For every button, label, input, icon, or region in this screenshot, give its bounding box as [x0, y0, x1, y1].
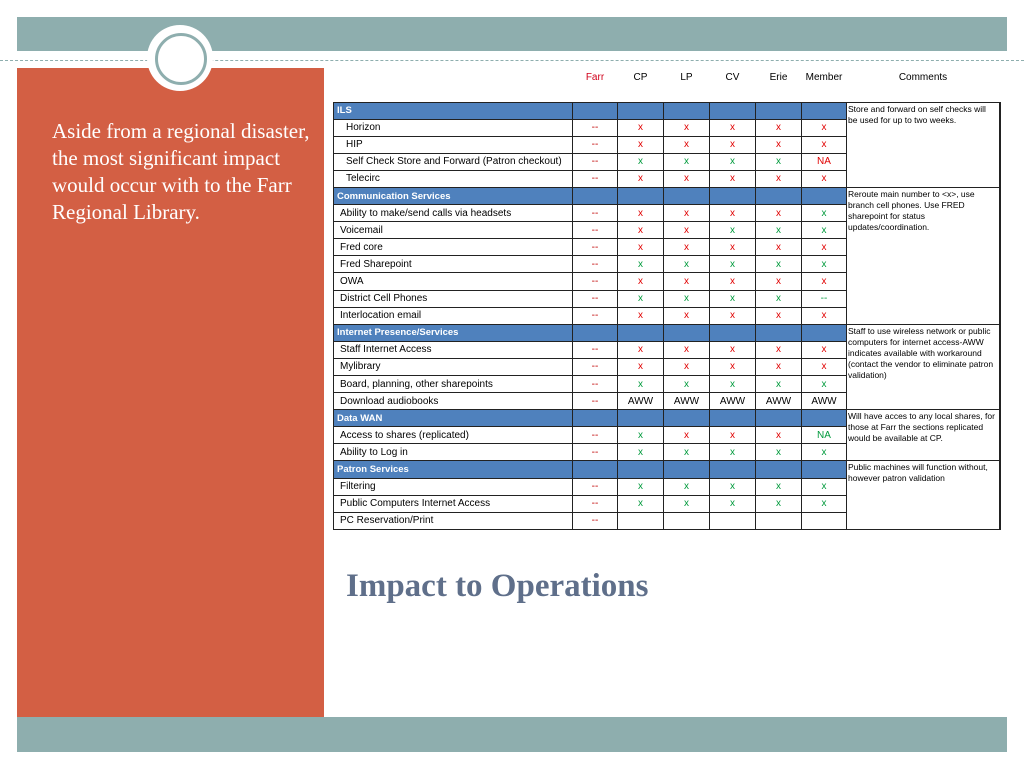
status-cell: x — [756, 222, 802, 239]
status-cell: x — [756, 256, 802, 273]
status-cell: -- — [573, 239, 618, 256]
status-cell: x — [802, 495, 847, 512]
status-cell: x — [664, 478, 710, 495]
status-cell: -- — [802, 290, 847, 307]
status-cell: -- — [573, 273, 618, 290]
row-label: Interlocation email — [334, 307, 573, 324]
status-cell: x — [710, 119, 756, 136]
status-cell: -- — [573, 205, 618, 222]
status-cell: x — [664, 358, 710, 375]
status-cell: x — [756, 478, 802, 495]
status-cell: x — [802, 444, 847, 461]
row-label: Public Computers Internet Access — [334, 495, 573, 512]
status-cell: x — [618, 358, 664, 375]
status-cell: x — [710, 170, 756, 187]
status-cell: x — [756, 427, 802, 444]
status-cell — [664, 512, 710, 529]
section-comment: Public machines will function without, however patron validation — [847, 461, 1000, 529]
section-comment: Will have acces to any local shares, for those at Farr the sections replicated would be available at CP. — [847, 410, 1000, 461]
status-cell: x — [664, 307, 710, 324]
status-cell: AWW — [802, 393, 847, 410]
status-cell: x — [618, 273, 664, 290]
status-cell: x — [756, 444, 802, 461]
section-header-cell — [756, 461, 802, 478]
status-cell: x — [802, 170, 847, 187]
section-header-cell — [618, 461, 664, 478]
section-header-cell — [710, 187, 756, 204]
status-cell: x — [618, 170, 664, 187]
row-label: HIP — [334, 136, 573, 153]
status-cell: x — [802, 273, 847, 290]
status-cell: x — [756, 495, 802, 512]
status-cell: -- — [573, 427, 618, 444]
status-cell — [710, 512, 756, 529]
row-label: Staff Internet Access — [334, 341, 573, 358]
status-cell: x — [802, 239, 847, 256]
side-text: Aside from a regional disaster, the most significant impact would occur with to the Farr Regional Library. — [52, 119, 310, 224]
section-title: Communication Services — [334, 187, 573, 204]
header-spacer — [334, 88, 1000, 102]
status-cell: -- — [573, 222, 618, 239]
status-cell: x — [710, 427, 756, 444]
section-header-row — [334, 102, 1000, 119]
section-title: Patron Services — [334, 461, 573, 478]
status-cell: x — [710, 478, 756, 495]
section-header-cell — [802, 102, 847, 119]
status-cell: x — [664, 170, 710, 187]
section-title: ILS — [334, 102, 573, 119]
column-header-cv: CV — [725, 71, 740, 83]
status-cell: AWW — [618, 393, 664, 410]
section-header-cell — [618, 410, 664, 427]
status-cell: -- — [573, 153, 618, 170]
row-label: Horizon — [334, 119, 573, 136]
column-header-lp: LP — [680, 71, 693, 83]
status-cell: x — [664, 205, 710, 222]
status-cell: x — [618, 222, 664, 239]
status-cell: x — [618, 341, 664, 358]
status-cell: x — [664, 239, 710, 256]
status-cell: x — [756, 273, 802, 290]
section-comment: Reroute main number to <x>, use branch cell phones. Use FRED sharepoint for status updates/coordination. — [847, 187, 1000, 324]
status-cell: AWW — [756, 393, 802, 410]
status-cell: x — [710, 444, 756, 461]
status-cell: NA — [802, 427, 847, 444]
status-cell: x — [756, 358, 802, 375]
status-cell: -- — [573, 512, 618, 529]
status-cell: x — [618, 427, 664, 444]
section-header-row — [334, 324, 1000, 341]
status-cell: x — [802, 358, 847, 375]
status-cell: x — [710, 239, 756, 256]
status-cell: x — [664, 136, 710, 153]
status-cell: x — [710, 358, 756, 375]
status-cell: -- — [573, 478, 618, 495]
row-label: Ability to Log in — [334, 444, 573, 461]
column-header-cp: CP — [633, 71, 648, 83]
status-cell: x — [710, 290, 756, 307]
section-comment: Store and forward on self checks will be used for up to two weeks. — [847, 102, 1000, 187]
row-label: Ability to make/send calls via headsets — [334, 205, 573, 222]
column-header-erie: Erie — [769, 71, 788, 83]
status-cell: x — [802, 119, 847, 136]
section-header-cell — [664, 102, 710, 119]
status-cell: x — [618, 290, 664, 307]
section-header-cell — [573, 102, 618, 119]
status-cell: x — [802, 222, 847, 239]
row-label: Voicemail — [334, 222, 573, 239]
status-cell: x — [756, 170, 802, 187]
section-header-cell — [618, 187, 664, 204]
bottom-band — [17, 717, 1007, 752]
status-cell: AWW — [664, 393, 710, 410]
slide-title: Impact to Operations — [346, 568, 649, 604]
status-cell: -- — [573, 341, 618, 358]
section-header-cell — [802, 410, 847, 427]
spacer-cell — [334, 88, 1000, 102]
row-label: OWA — [334, 273, 573, 290]
status-cell — [802, 512, 847, 529]
status-cell: -- — [573, 290, 618, 307]
section-header-cell — [573, 461, 618, 478]
status-cell: x — [664, 376, 710, 393]
status-cell: x — [802, 376, 847, 393]
section-header-row — [334, 187, 1000, 204]
status-cell: x — [756, 239, 802, 256]
row-label: Self Check Store and Forward (Patron checkout) — [334, 153, 573, 170]
status-cell: x — [664, 427, 710, 444]
status-cell: x — [618, 256, 664, 273]
table-header-row — [334, 66, 1000, 88]
status-cell: x — [756, 376, 802, 393]
section-header-cell — [710, 102, 756, 119]
status-cell: x — [756, 153, 802, 170]
row-label: Filtering — [334, 478, 573, 495]
status-cell: x — [802, 136, 847, 153]
status-cell: x — [618, 239, 664, 256]
section-comment: Staff to use wireless network or public computers for internet access-AWW indicates available with workaround (contact the vendor to eliminate patron validation) — [847, 324, 1000, 409]
status-cell: -- — [573, 307, 618, 324]
status-cell: x — [710, 205, 756, 222]
status-cell: x — [710, 222, 756, 239]
row-label: Fred Sharepoint — [334, 256, 573, 273]
section-header-cell — [664, 324, 710, 341]
status-cell: x — [664, 290, 710, 307]
section-header-cell — [664, 461, 710, 478]
row-label: Board, planning, other sharepoints — [334, 376, 573, 393]
section-header-cell — [573, 187, 618, 204]
section-header-cell — [664, 187, 710, 204]
status-cell: -- — [573, 170, 618, 187]
status-cell: x — [756, 205, 802, 222]
section-header-cell — [618, 324, 664, 341]
status-cell: x — [664, 444, 710, 461]
circle-ring-icon — [155, 33, 207, 85]
status-cell: x — [710, 307, 756, 324]
status-cell: NA — [802, 153, 847, 170]
status-cell: x — [710, 256, 756, 273]
section-header-cell — [573, 410, 618, 427]
row-label: PC Reservation/Print — [334, 512, 573, 529]
row-label: District Cell Phones — [334, 290, 573, 307]
section-header-row — [334, 461, 1000, 478]
status-cell: -- — [573, 119, 618, 136]
row-label: Mylibrary — [334, 358, 573, 375]
status-cell: x — [618, 444, 664, 461]
status-cell: x — [802, 478, 847, 495]
section-header-cell — [756, 102, 802, 119]
status-cell: x — [802, 307, 847, 324]
status-cell: -- — [573, 376, 618, 393]
row-label: Fred core — [334, 239, 573, 256]
section-header-cell — [664, 410, 710, 427]
section-header-cell — [756, 324, 802, 341]
status-cell: x — [710, 153, 756, 170]
impact-table — [333, 66, 1001, 530]
status-cell: x — [618, 376, 664, 393]
status-cell: x — [756, 290, 802, 307]
header-blank — [334, 66, 573, 88]
section-header-cell — [573, 324, 618, 341]
status-cell — [756, 512, 802, 529]
status-cell: x — [710, 341, 756, 358]
status-cell: x — [664, 256, 710, 273]
status-cell: x — [664, 119, 710, 136]
status-cell: x — [756, 341, 802, 358]
section-header-cell — [802, 187, 847, 204]
column-header-comments: Comments — [898, 71, 948, 83]
section-header-cell — [756, 410, 802, 427]
status-cell: x — [618, 153, 664, 170]
row-label: Access to shares (replicated) — [334, 427, 573, 444]
status-cell: x — [802, 341, 847, 358]
status-cell: -- — [573, 256, 618, 273]
section-header-cell — [802, 461, 847, 478]
section-title: Data WAN — [334, 410, 573, 427]
status-cell: AWW — [710, 393, 756, 410]
status-cell: x — [618, 205, 664, 222]
column-header-farr: Farr — [585, 71, 605, 83]
row-label: Telecirc — [334, 170, 573, 187]
status-cell: x — [802, 205, 847, 222]
status-cell: x — [618, 136, 664, 153]
section-header-cell — [756, 187, 802, 204]
status-cell: x — [618, 478, 664, 495]
status-cell: x — [618, 119, 664, 136]
status-cell: -- — [573, 393, 618, 410]
status-cell: x — [710, 273, 756, 290]
status-cell: x — [756, 307, 802, 324]
section-header-cell — [802, 324, 847, 341]
status-cell: -- — [573, 136, 618, 153]
section-header-cell — [710, 461, 756, 478]
status-cell: x — [618, 495, 664, 512]
row-label: Download audiobooks — [334, 393, 573, 410]
status-cell: -- — [573, 444, 618, 461]
section-header-cell — [710, 324, 756, 341]
status-cell: x — [664, 273, 710, 290]
section-header-cell — [618, 102, 664, 119]
section-header-cell — [710, 410, 756, 427]
status-cell: -- — [573, 495, 618, 512]
status-cell: x — [710, 376, 756, 393]
section-title: Internet Presence/Services — [334, 324, 573, 341]
column-header-member: Member — [805, 71, 843, 83]
status-cell — [618, 512, 664, 529]
status-cell: x — [802, 256, 847, 273]
status-cell: x — [756, 136, 802, 153]
status-cell: -- — [573, 358, 618, 375]
status-cell: x — [664, 153, 710, 170]
status-cell: x — [756, 119, 802, 136]
status-cell: x — [710, 136, 756, 153]
section-header-row — [334, 410, 1000, 427]
status-cell: x — [664, 495, 710, 512]
status-cell: x — [664, 341, 710, 358]
status-cell: x — [618, 307, 664, 324]
status-cell: x — [664, 222, 710, 239]
status-cell: x — [710, 495, 756, 512]
